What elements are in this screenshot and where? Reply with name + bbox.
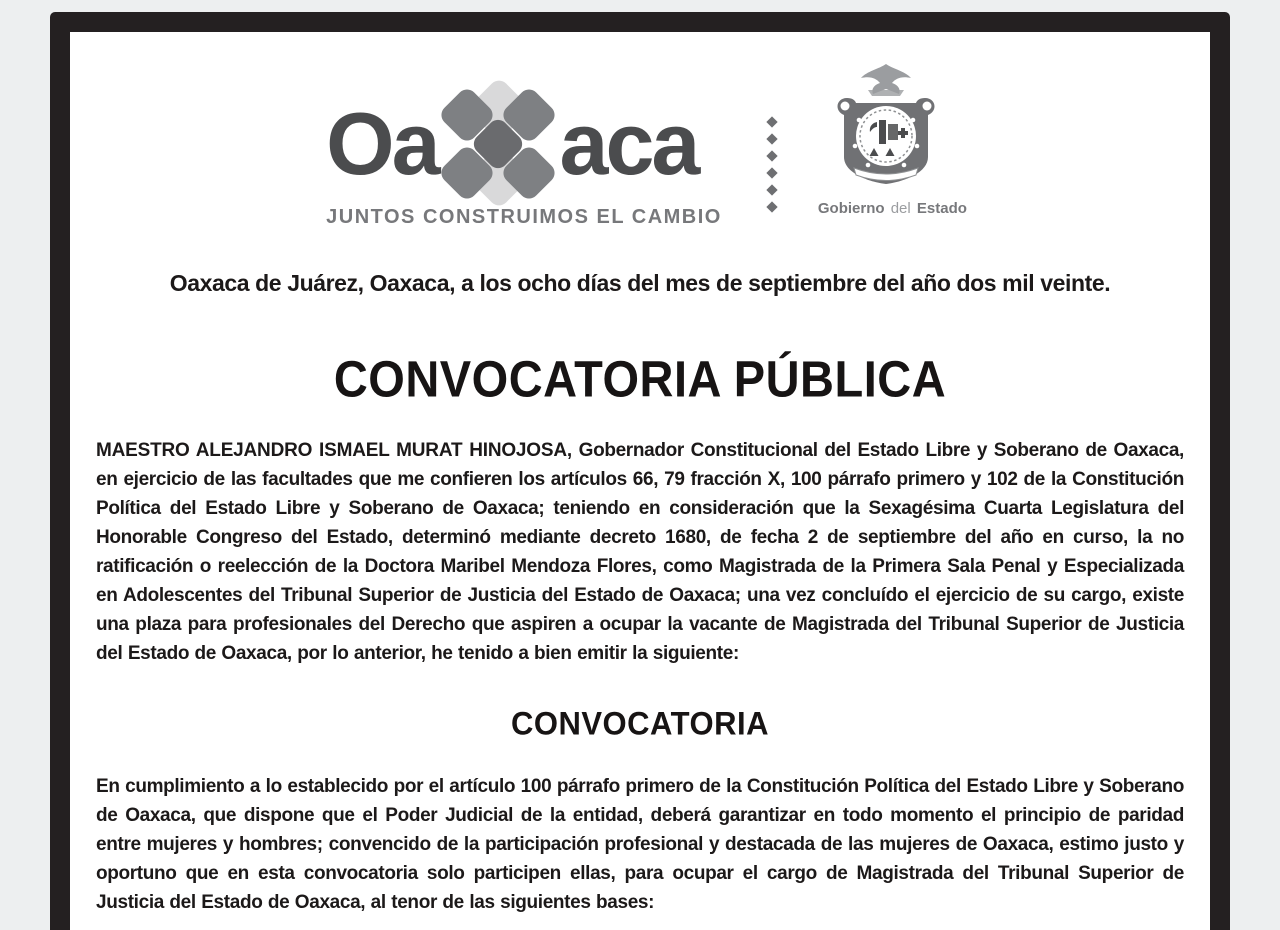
document-frame	[50, 12, 1230, 930]
wordmark-text-right: aca	[559, 94, 698, 193]
section-heading-convocatoria: CONVOCATORIA	[510, 704, 770, 743]
oaxaca-wordmark	[326, 88, 722, 200]
state-crest	[817, 62, 967, 217]
crest-caption-gobierno: Gobierno	[817, 200, 885, 217]
page-title: CONVOCATORIA PÚBLICA	[333, 349, 947, 408]
logo-tagline: JUNTOS CONSTRUIMOS EL CAMBIO	[326, 206, 722, 228]
governor-name: MAESTRO ALEJANDRO ISMAEL MURAT HINOJOSA,	[96, 440, 572, 461]
paragraph-intro	[96, 436, 1184, 668]
oaxaca-x-monogram-icon	[440, 88, 558, 200]
header-logos	[96, 32, 1184, 228]
crest-caption-del: del	[890, 200, 911, 217]
oaxaca-logo	[326, 88, 722, 229]
paragraph-bases: En cumplimiento a lo establecido por el artículo 100 párrafo primero de la Constitución Política del Estado Libre y Soberano de Oaxaca, que dispone que el Poder Judicial de la entidad, deberá garantizar en todo momento el principio de paridad entre mujeres y hombres; convencido de la participación profesional y destacada de las mujeres de Oaxaca, estimo justo y oportuno que en esta convocatoria solo participen ellas, para ocupar el cargo de Magistrada del Tribunal Superior de Justicia del Estado de Oaxaca, al tenor de las siguientes bases:	[96, 776, 1184, 913]
wordmark-text-left: Oa	[326, 94, 438, 193]
paragraph-intro-text: Gobernador Constitucional del Estado Libre y Soberano de Oaxaca, en ejercicio de las facultades que me confieren los artículos 66, 79 fracción X, 100 párrafo primero y 102 de la Constitución Política del Estado Libre y Soberano de Oaxaca; teniendo en consideración que la Sexagésima Cuarta Legislatura del Honorable Congreso del Estado, determinó mediante decreto 1680, de fecha 2 de septiembre del año en curso, la no ratificación o reelección de la Doctora Maribel Mendoza Flores, como Magistrada de la Primera Sala Penal y Especializada en Adolescentes del Tribunal Superior de Justicia del Estado de Oaxaca; una vez concluído el ejercicio de su cargo, existe una plaza para profesionales del Derecho que aspiren a ocupar la vacante de Magistrada del Tribunal Superior de Justicia del Estado de Oaxaca, por lo anterior, he tenido a bien emitir la siguiente:	[96, 440, 1184, 664]
document-page	[70, 32, 1210, 930]
crest-caption	[817, 200, 967, 217]
crest-caption-estado: Estado	[916, 200, 967, 217]
diamond-separator-icon	[768, 118, 776, 211]
state-crest-icon	[821, 62, 951, 196]
dateline: Oaxaca de Juárez, Oaxaca, a los ocho días del mes de septiembre del año dos mil veinte.	[169, 270, 1111, 296]
